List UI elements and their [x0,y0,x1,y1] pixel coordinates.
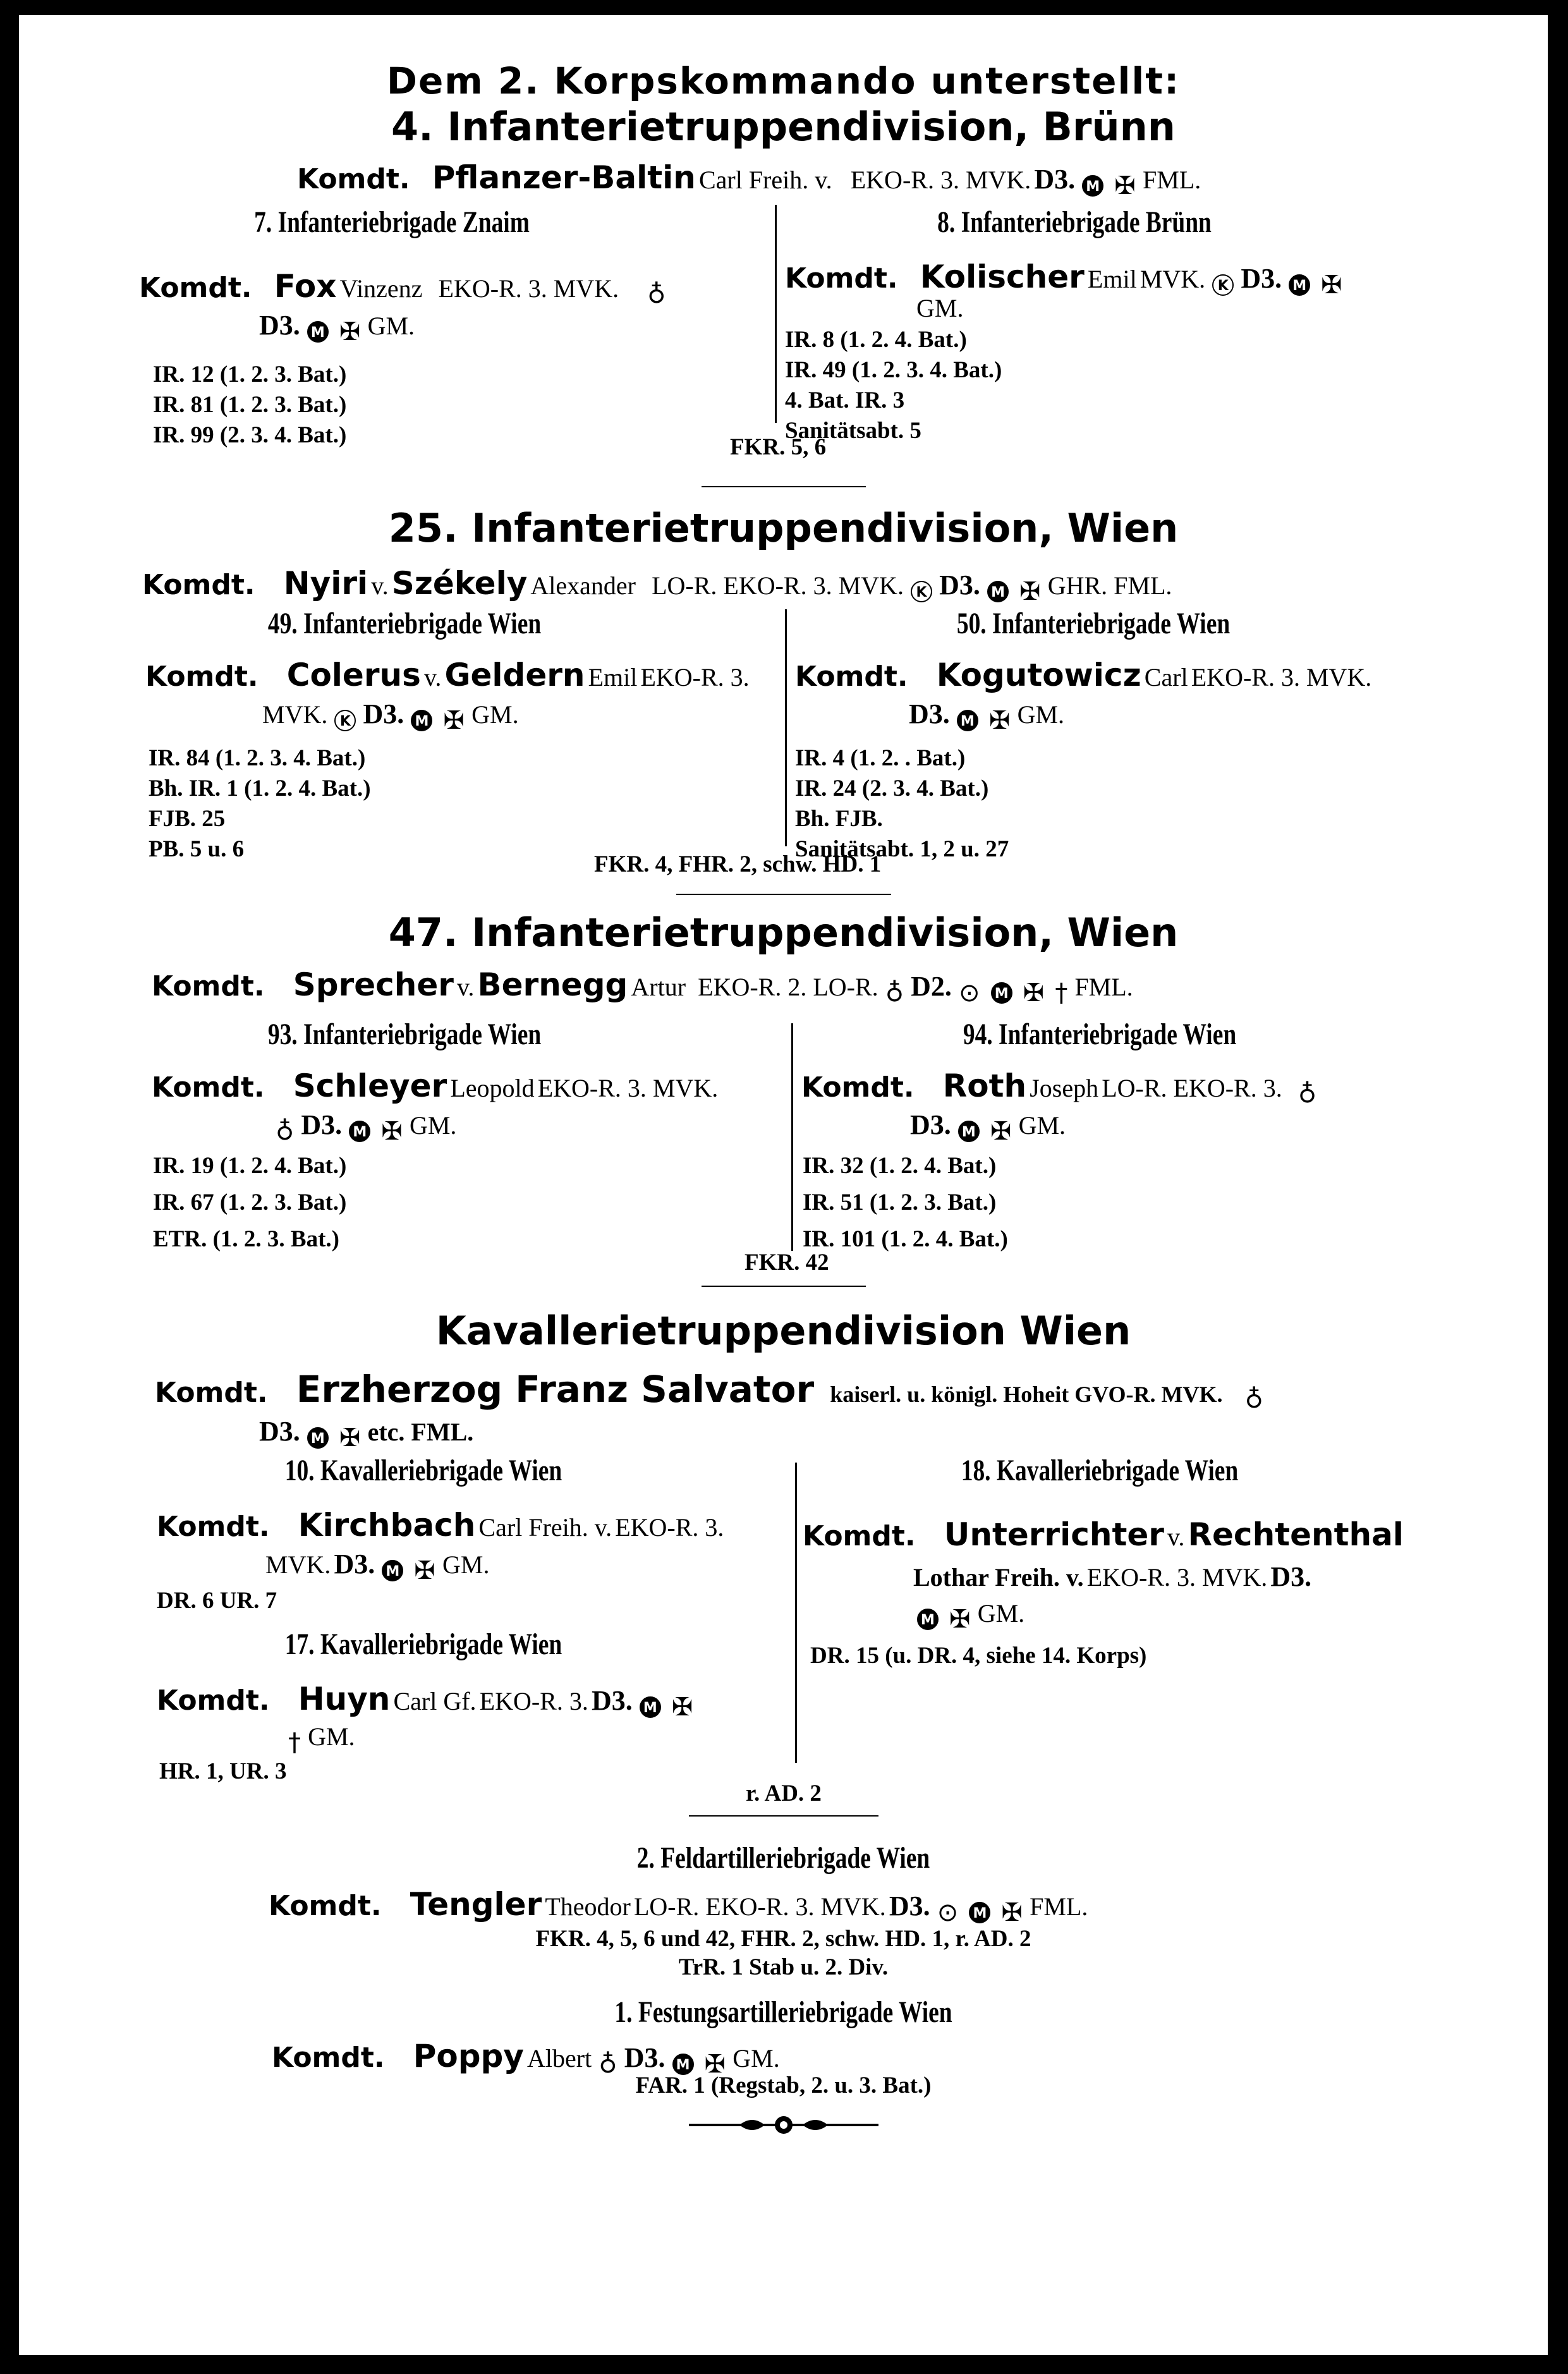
brigade-7-title-text: 7. Infanteriebrigade Znaim [254,205,530,239]
cross-icon: ✠ [443,705,465,735]
commander-name-2: Rechtenthal [1188,1516,1404,1553]
brigade-50-title [815,606,1371,641]
m-badge-icon: M [411,710,432,731]
brigade-93-title-text: 93. Infanteriebrigade Wien [267,1018,542,1051]
ornament-divider-icon [689,2112,878,2138]
cross-icon: ✠ [1114,171,1136,200]
unit-line: Bh. FJB. [795,806,883,832]
dot-circle-icon: ⊙ [959,978,980,1007]
brigade-18-title [822,1453,1378,1488]
commander-name: Sprecher [293,966,454,1003]
brigade-17-title [177,1627,670,1662]
crown-icon: ♁ [647,279,666,309]
brigade-8-title [796,205,1352,240]
unit-line: DR. 6 UR. 7 [157,1588,277,1614]
commander-d: D3. [909,698,950,729]
commander-orders: EKO-R. 3. MVK. [1086,1563,1268,1592]
m-badge-icon: M [991,982,1012,1004]
commander-orders: MVK. [1140,265,1206,293]
brigade-10-commander-cont [265,1548,489,1585]
commander-orders: EKO-R. 2. LO-R. [698,973,878,1001]
crown-icon: ♁ [1298,1079,1317,1109]
commander-rank: GM. [916,294,964,322]
commander-name: Tengler [410,1886,542,1923]
division-4-footer [730,432,826,463]
commander-v: v. [1167,1523,1185,1551]
unit-line: IR. 81 (1. 2. 3. Bat.) [153,392,347,418]
cavalry-division-title: Kavallerietruppendivision Wien [435,1308,1131,1354]
commander-first: Theodor [545,1892,631,1921]
commander-first: Carl Freih. v. [698,166,832,194]
commander-rank: FML. [1074,973,1133,1001]
commander-first: Carl Freih. v. [478,1513,612,1542]
commander-name: Schleyer [293,1068,447,1104]
cross-icon: ✠ [1001,1897,1023,1927]
commander-mvk: MVK. [265,1550,331,1579]
cross-icon: ✠ [704,2049,726,2079]
m-badge-icon: M [1082,175,1103,197]
unit-line: Sanitätsabt. 5 [785,418,921,444]
artillery-brigade-title [19,1841,1548,1875]
cross-icon: ✠ [339,317,361,346]
brigade-8-rank [916,293,963,323]
komdt-label: Komdt. [157,1684,270,1717]
commander-orders: LO-R. EKO-R. 3. MVK. [633,1892,886,1921]
division-25-title: 25. Infanterietruppendivision, Wien [388,505,1179,551]
unit-line: IR. 67 (1. 2. 3. Bat.) [153,1190,347,1215]
brigade-50-units [795,743,1009,865]
brigade-10-title [177,1453,670,1488]
brigade-50-commander-cont [909,698,1064,735]
commander-d: D3. [259,1416,300,1447]
commander-rank: GM. [471,700,519,729]
brigade-50-title-text: 50. Infanteriebrigade Wien [956,607,1231,640]
commander-name: Erzherzog Franz Salvator [296,1368,815,1411]
commander-mvk: MVK. [262,700,328,729]
komdt-label: Komdt. [801,1071,915,1104]
commander-orders: EKO-R. 3. MVK. [537,1074,719,1102]
commander-rank: FML. [1142,166,1201,194]
commander-name-2: Bernegg [477,966,628,1003]
brigade-7-units [153,360,346,451]
commander-orders: EKO-R. 3. MVK. [850,166,1031,194]
division-47-footer [744,1248,829,1278]
brigade-7-title [145,205,638,240]
commander-orders: EKO-R. 3. MVK. [438,274,619,303]
column-divider [775,205,777,423]
division-4-title: 4. Infanterietruppendivision, Brünn [391,104,1176,150]
brigade-94-commander [801,1068,1320,1109]
commander-orders: EKO-R. 3. MVK. [1191,663,1372,691]
komdt-label: Komdt. [803,1520,916,1552]
unit-line: IR. 84 (1. 2. 3. 4. Bat.) [149,745,366,771]
commander-first: Alexander [530,571,636,600]
brigade-93-title [158,1017,651,1052]
m-badge-icon: M [349,1121,370,1142]
komdt-label: Komdt. [272,2042,385,2074]
unit-line: IR. 4 (1. 2. . Bat.) [795,745,966,771]
m-badge-icon: M [957,710,978,731]
brigade-7-commander-cont [259,309,415,346]
sword-icon: † [1055,978,1068,1007]
brigade-7-commander [139,268,669,309]
unit-line: FAR. 1 (Regstab, 2. u. 3. Bat.) [635,2073,932,2098]
m-badge-icon: M [307,1427,329,1449]
cavalry-footer [746,1779,822,1809]
column-divider [795,1463,797,1763]
commander-name: Kogutowicz [936,657,1141,693]
unit-line: ETR. (1. 2. 3. Bat.) [153,1226,339,1252]
m-badge-icon: M [958,1121,980,1142]
commander-rank: GM. [1018,1111,1066,1140]
commander-rank: GM. [1017,700,1065,729]
cross-icon: ✠ [381,1116,403,1146]
commander-rank: GM. [409,1111,457,1140]
commander-rank: GM. [367,312,415,340]
m-badge-icon: M [1289,274,1310,296]
commander-first: Emil [1087,265,1137,293]
brigade-17-commander-cont [284,1722,355,1757]
m-badge-icon: M [307,321,329,343]
komdt-label: Komdt. [269,1890,382,1922]
komdt-label: Komdt. [157,1511,270,1543]
cross-icon: ✠ [949,1604,971,1634]
commander-first: Carl [1144,663,1188,691]
komdt-label: Komdt. [297,163,410,195]
unit-line: IR. 101 (1. 2. 4. Bat.) [803,1226,1008,1252]
unit-line: Sanitätsabt. 1, 2 u. 27 [795,836,1009,862]
brigade-18-units [810,1641,1146,1671]
commander-name: Huyn [298,1681,391,1717]
commander-orders: EKO-R. 3. [640,663,750,691]
footer-text: FKR. 4, FHR. 2, schw. HD. 1 [594,851,882,877]
fortress-artillery-title-text: 1. Festungsartilleriebrigade Wien [614,1995,952,2029]
komdt-label: Komdt. [152,1071,265,1104]
commander-d: D3. [889,1890,930,1921]
unit-line: IR. 51 (1. 2. 3. Bat.) [803,1190,997,1215]
commander-titles: kaiserl. u. königl. Hoheit GVO-R. MVK. [830,1382,1223,1407]
fortress-artillery-title [19,1995,1548,2030]
footer-text: r. AD. 2 [746,1780,822,1806]
crown-icon: ♁ [885,978,904,1007]
brigade-49-title-text: 49. Infanteriebrigade Wien [267,607,542,640]
brigade-94-title [822,1017,1378,1052]
unit-line: PB. 5 u. 6 [149,836,245,862]
commander-d: D3. [301,1109,343,1140]
commander-name: Nyiri [283,565,368,602]
commander-rank: GM. [977,1599,1025,1628]
brigade-94-units [803,1148,1008,1258]
commander-rank: GM. [732,2044,780,2073]
unit-line: IR. 12 (1. 2. 3. Bat.) [153,362,347,387]
artillery-brigade-title-text: 2. Feldartilleriebrigade Wien [636,1841,930,1875]
brigade-17-commander [157,1681,696,1722]
commander-d: D2. [911,971,952,1002]
fortress-units [19,2071,1548,2101]
header-corps-line: Dem 2. Korpskommando unterstellt: [386,59,1181,102]
commander-rank: etc. FML. [367,1418,474,1446]
footer-text: FKR. 5, 6 [730,434,827,460]
brigade-50-commander [795,657,1371,693]
crown-icon: ♁ [276,1116,295,1146]
m-badge-icon: M [917,1609,939,1630]
komdt-label: Komdt. [139,272,252,304]
brigade-18-commander-cont2 [913,1598,1024,1634]
crown-icon: ♁ [1244,1384,1263,1414]
artillery-units-1 [19,1924,1548,1954]
cavalry-commander-cont [259,1415,473,1452]
brigade-49-commander-cont [262,698,519,735]
brigade-18-title-text: 18. Kavalleriebrigade Wien [961,1454,1239,1487]
dot-circle-icon: ⊙ [937,1897,959,1927]
commander-name: Fox [274,268,337,305]
brigade-49-title [158,606,651,641]
section-separator [676,894,891,895]
division-25-commander [142,565,1172,606]
commander-first: Artur [631,973,686,1001]
commander-d: D3. [1034,164,1076,195]
commander-orders: LO-R. EKO-R. 3. MVK. [652,571,904,600]
k-badge-icon: K [1212,274,1234,296]
section-separator [689,1815,878,1817]
commander-first: Lothar Freih. v. [913,1563,1084,1592]
unit-line: FJB. 25 [149,806,226,832]
commander-d: D3. [910,1109,951,1140]
unit-line: IR. 24 (2. 3. 4. Bat.) [795,776,989,801]
commander-orders: EKO-R. 3. [479,1687,588,1715]
sword-icon: † [288,1727,301,1757]
unit-line: IR. 8 (1. 2. 4. Bat.) [785,327,967,353]
page [19,15,1548,2355]
commander-d: D3. [1241,263,1282,294]
commander-rank: GHR. FML. [1047,571,1172,600]
brigade-8-title-text: 8. Infanteriebrigade Brünn [937,205,1212,239]
commander-name: Kolischer [920,259,1085,295]
m-badge-icon: M [969,1902,990,1923]
commander-orders: LO-R. EKO-R. 3. [1102,1074,1282,1102]
division-25-footer [594,849,881,880]
commander-d: D3. [363,698,404,729]
commander-rank: GM. [308,1722,355,1751]
commander-d: D3. [334,1549,375,1580]
unit-line: DR. 15 (u. DR. 4, siehe 14. Korps) [810,1643,1147,1669]
brigade-93-units [153,1148,346,1258]
commander-first: Carl Gf. [393,1687,477,1715]
commander-name: Unterrichter [944,1516,1164,1553]
komdt-label: Komdt. [795,660,908,693]
commander-name-2: Székely [391,565,528,602]
commander-name: Pflanzer-Baltin [432,159,696,196]
commander-first: Joseph [1030,1074,1099,1102]
crown-icon: ♁ [599,2049,617,2079]
commander-d: D3. [1270,1561,1312,1592]
cavalry-commander [155,1368,1267,1414]
cross-icon: ✠ [1019,576,1041,606]
column-divider [791,1023,793,1251]
cross-icon: ✠ [1023,978,1045,1007]
cross-icon: ✠ [988,705,1011,735]
komdt-label: Komdt. [152,970,265,1002]
commander-rank: FML. [1030,1892,1088,1921]
m-badge-icon: M [382,1560,403,1581]
brigade-93-commander [152,1068,718,1104]
division-47-title: 47. Infanterietruppendivision, Wien [388,910,1179,956]
commander-v: v. [423,663,442,691]
brigade-18-commander-cont [913,1561,1311,1593]
commander-name: Poppy [413,2038,524,2074]
section-separator [702,486,866,487]
m-badge-icon: M [672,2054,694,2075]
komdt-label: Komdt. [155,1377,268,1409]
brigade-8-commander [785,259,1346,300]
brigade-94-title-text: 94. Infanteriebrigade Wien [963,1018,1237,1051]
division-47-commander [152,966,1133,1007]
komdt-label: Komdt. [145,660,258,693]
brigade-49-units [149,743,371,865]
commander-orders: EKO-R. 3. [615,1513,724,1542]
cross-icon: ✠ [671,1692,693,1722]
commander-first: Leopold [450,1074,535,1102]
unit-line: TrR. 1 Stab u. 2. Div. [678,1954,889,1980]
commander-d: D3. [939,569,980,600]
commander-d: D3. [259,310,300,341]
commander-rank: GM. [442,1550,490,1579]
cross-icon: ✠ [1321,270,1342,300]
brigade-49-commander [145,657,750,693]
commander-first: Emil [588,663,638,691]
artillery-commander [269,1886,1088,1927]
column-divider [785,609,787,846]
brigade-17-title-text: 17. Kavalleriebrigade Wien [284,1628,562,1661]
commander-name: Roth [942,1068,1027,1104]
unit-line: IR. 32 (1. 2. 4. Bat.) [803,1153,997,1179]
m-badge-icon: M [987,581,1009,602]
k-badge-icon: K [334,710,356,731]
brigade-17-units [159,1756,286,1787]
section-separator [702,1286,866,1287]
k-badge-icon: K [911,581,932,602]
commander-v: v. [457,973,475,1001]
commander-first: Vinzenz [339,274,423,303]
unit-line: Bh. IR. 1 (1. 2. 4. Bat.) [149,776,371,801]
commander-name-2: Geldern [444,657,585,693]
commander-first: Albert [527,2044,592,2073]
unit-line: IR. 19 (1. 2. 4. Bat.) [153,1153,347,1179]
cross-icon: ✠ [339,1423,361,1452]
cross-icon: ✠ [990,1116,1012,1146]
komdt-label: Komdt. [785,262,898,295]
footer-text: FKR. 42 [744,1250,829,1275]
commander-name: Colerus [286,657,421,693]
brigade-10-commander [157,1507,724,1543]
unit-line: IR. 49 (1. 2. 3. 4. Bat.) [785,357,1002,383]
brigade-94-commander-cont [910,1109,1066,1146]
brigade-93-commander-cont [272,1109,456,1146]
brigade-18-commander [803,1516,1404,1553]
unit-line: IR. 99 (2. 3. 4. Bat.) [153,422,347,448]
m-badge-icon: M [640,1696,661,1718]
artillery-units-2 [19,1952,1548,1983]
commander-v: v. [371,571,389,600]
unit-line: FKR. 4, 5, 6 und 42, FHR. 2, schw. HD. 1, r. AD. 2 [535,1926,1031,1952]
commander-d: D3. [624,2042,665,2073]
cross-icon: ✠ [414,1555,435,1585]
brigade-8-units [785,325,1002,446]
unit-line: HR. 1, UR. 3 [159,1758,287,1784]
commander-d: D3. [591,1685,633,1716]
brigade-10-title-text: 10. Kavalleriebrigade Wien [284,1454,562,1487]
unit-line: 4. Bat. IR. 3 [785,387,905,413]
komdt-label: Komdt. [142,569,255,601]
commander-name: Kirchbach [298,1507,476,1543]
division-4-commander [297,159,1201,200]
brigade-10-units [157,1586,277,1616]
